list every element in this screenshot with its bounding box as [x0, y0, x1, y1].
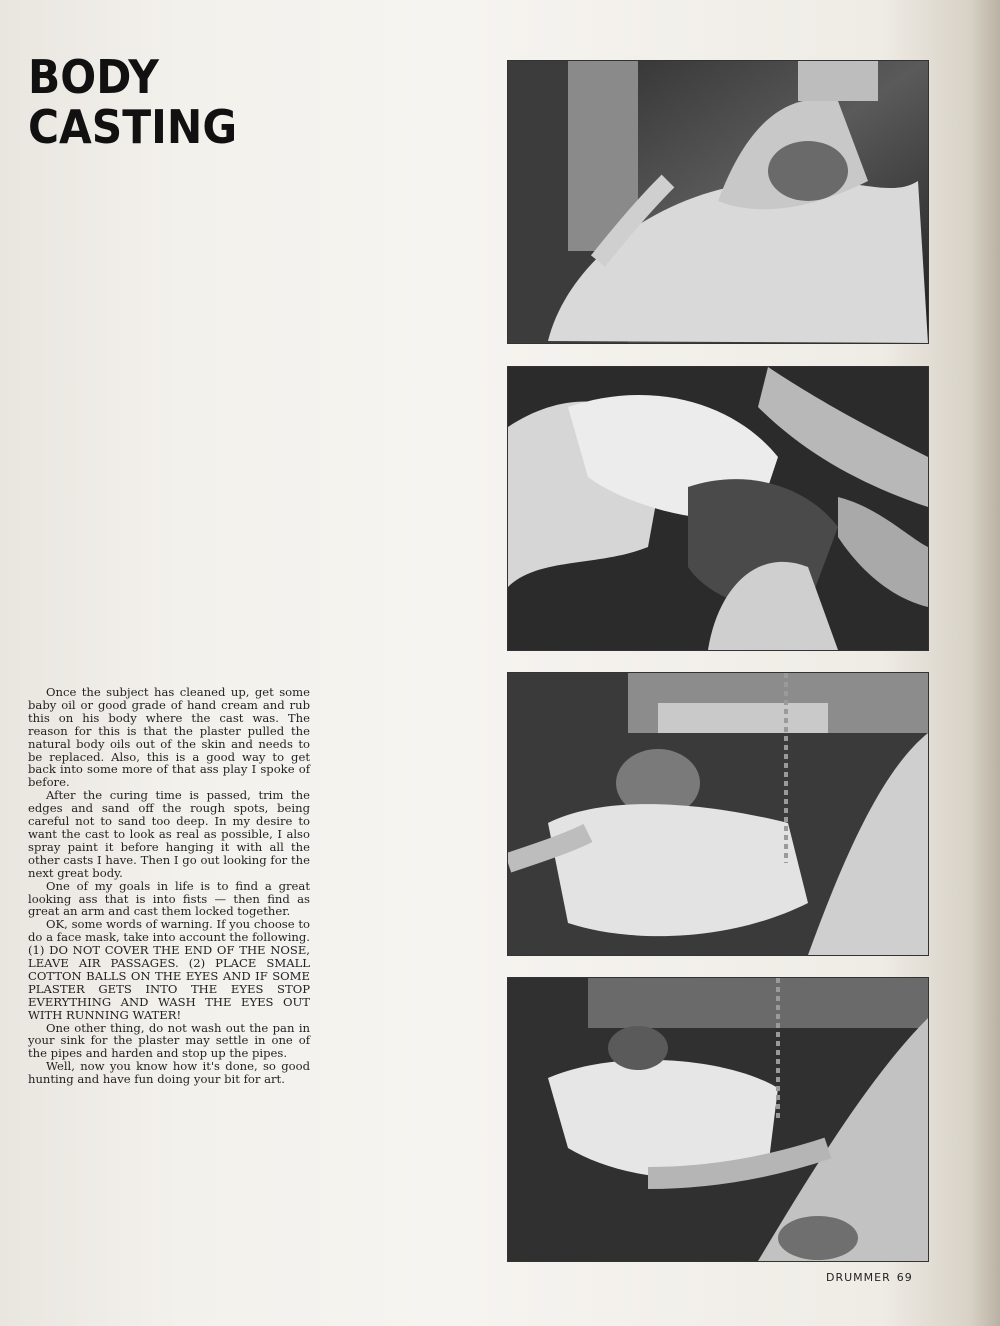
paragraph-4: OK, some words of warning. If you choose to do a face mask, take into account the following. (1) DO NOT COVER THE END OF THE NOSE, LEAVE AIR PASSAGES. (2) PLACE SMALL COTTON BALLS ON THE EYES AND IF SOME PLASTER GETS INTO THE EYES STOP EVERYTHING AND WASH THE EYES OUT WITH RUNNING WATER!	[28, 917, 310, 1022]
photo-3-image	[508, 673, 928, 955]
photo-1-image	[508, 61, 928, 343]
photo-3	[507, 672, 929, 956]
photo-2-image	[508, 367, 928, 650]
paragraph-1: Once the subject has cleaned up, get some baby oil or good grade of hand cream and rub this on his body where the cast was. The reason for this is that the plaster pulled the natural body oils out of the skin and needs to be replaced. Also, this is a good way to get back into some more of that ass play I spoke of before.	[28, 685, 310, 790]
publication-name: DRUMMER	[826, 1271, 891, 1284]
paragraph-5: One other thing, do not wash out the pan in your sink for the plaster may settle in one of the pipes and harden and stop up the pipes.	[28, 1020, 310, 1061]
title-line-2: CASTING	[28, 100, 238, 154]
article-title	[28, 52, 237, 152]
page-footer	[826, 1271, 919, 1284]
page-number: 69	[896, 1271, 913, 1284]
photo-1	[507, 60, 929, 344]
paragraph-2: After the curing time is passed, trim the edges and sand off the rough spots, being careful not to sand too deep. In my desire to want the cast to look as real as possible, I also spray paint it before hanging it with all the other casts I have. Then I go out looking for the next great body.	[28, 788, 310, 880]
photo-4-image	[508, 978, 928, 1261]
paragraph-6: Well, now you know how it's done, so good hunting and have fun doing your bit for art.	[28, 1059, 310, 1087]
photo-4	[507, 977, 929, 1262]
title-line-1: BODY	[28, 50, 159, 104]
paragraph-3: One of my goals in life is to find a great looking ass that is into fists — then find as great an arm and cast them locked together.	[28, 878, 310, 919]
photo-2	[507, 366, 929, 651]
article-body	[28, 686, 310, 1086]
